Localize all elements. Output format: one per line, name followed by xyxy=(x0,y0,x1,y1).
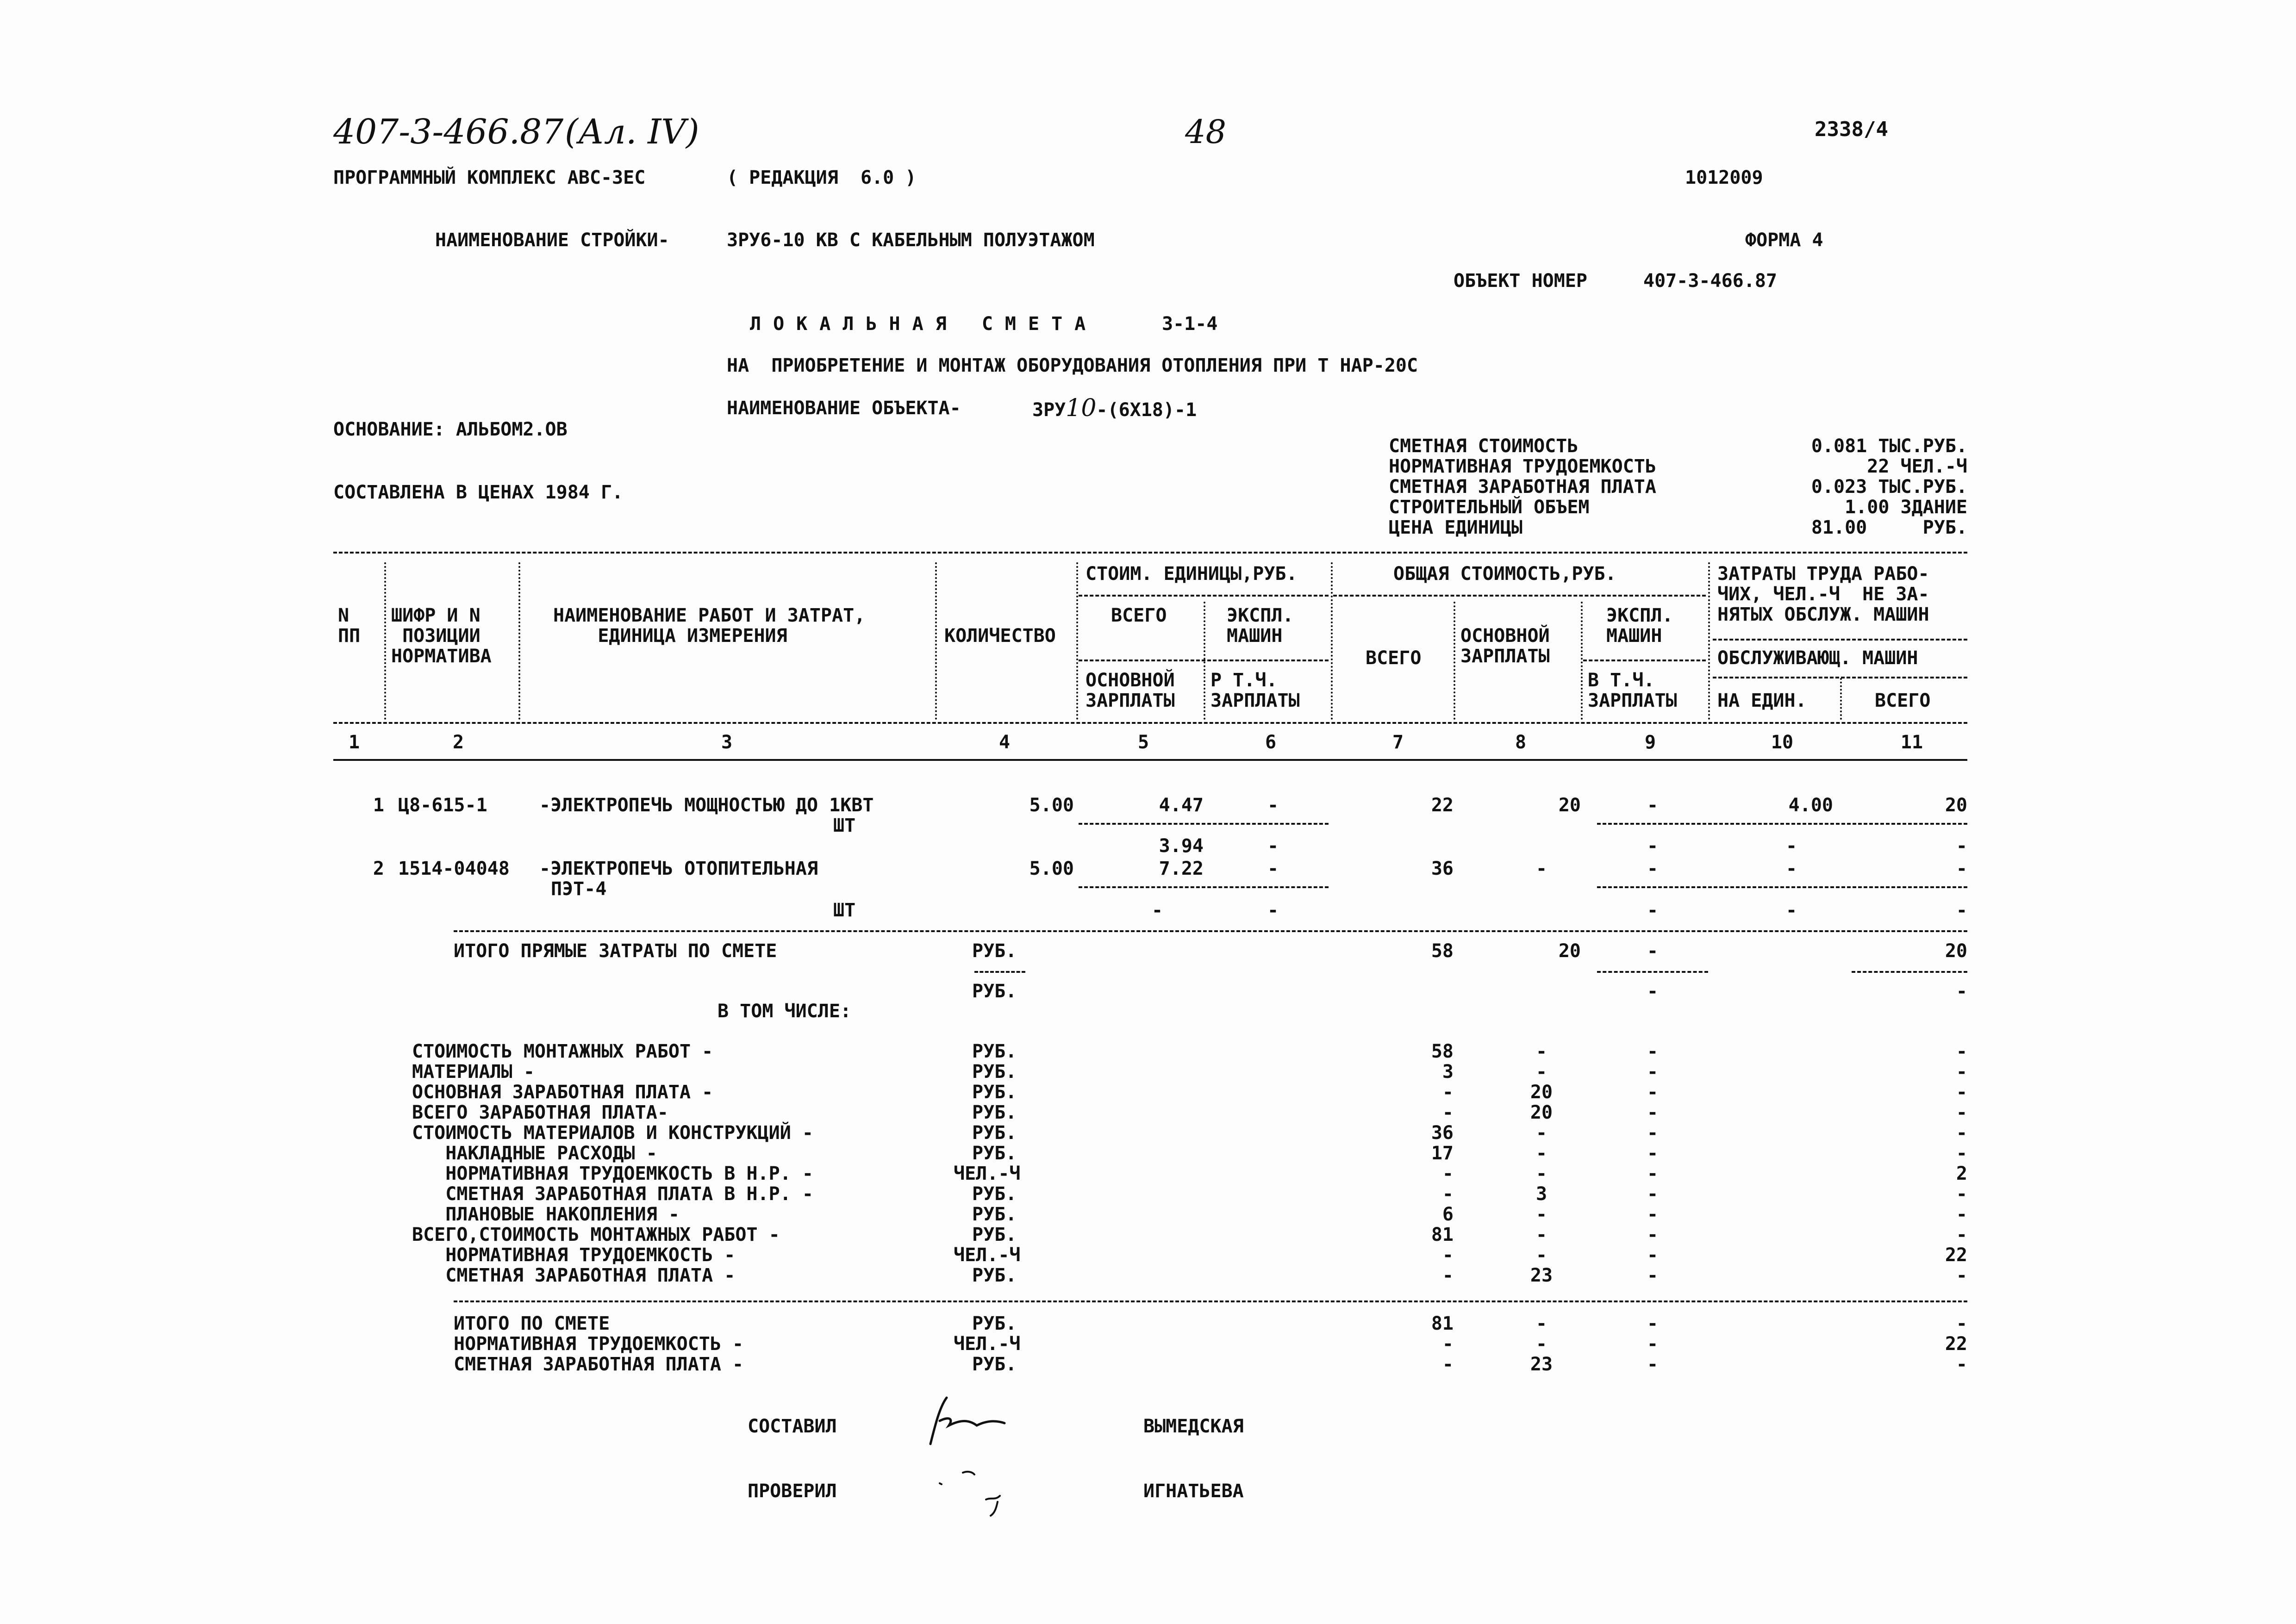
summary-value: 0.081 ТЫС.РУБ. xyxy=(1811,436,1967,457)
sheet-ref: 2338/4 xyxy=(1815,118,1888,141)
breakdown-unit: РУБ. xyxy=(972,1122,1017,1144)
breakdown-unit: РУБ. xyxy=(972,1082,1017,1103)
row-total: 36 xyxy=(1431,858,1454,879)
row-qty: 5.00 xyxy=(1029,858,1074,879)
totals-wage: - xyxy=(1535,1333,1547,1355)
estimate-title: ЛОКАЛЬНАЯ СМЕТА xyxy=(750,313,1098,335)
col-number: 10 xyxy=(1771,732,1794,753)
col-number: 4 xyxy=(998,732,1011,753)
row-labor-total: 20 xyxy=(1945,795,1967,816)
col-number: 1 xyxy=(348,732,360,753)
row-n: 2 xyxy=(373,858,384,879)
estimate-number: 3-1-4 xyxy=(1162,313,1218,335)
summary-value: 0.023 ТЫС.РУБ. xyxy=(1811,476,1967,498)
breakdown-total: - xyxy=(1442,1082,1454,1103)
row-wage: - xyxy=(1535,858,1547,879)
breakdown-labor: - xyxy=(1956,1224,1967,1245)
header-rule xyxy=(1333,595,1706,597)
breakdown-unit: РУБ. xyxy=(972,1102,1017,1123)
row-sub-labor-unit: - xyxy=(1785,835,1797,857)
breakdown-labor: - xyxy=(1956,1265,1967,1286)
row-code: Ц8-615-1 xyxy=(398,795,487,816)
row-sub-unit-total: - xyxy=(1151,900,1163,921)
breakdown-labor: - xyxy=(1956,1061,1967,1083)
row-sub-labor-total: - xyxy=(1956,835,1967,857)
breakdown-wage: - xyxy=(1535,1122,1547,1144)
col-separator xyxy=(1581,602,1583,720)
summary-label: СТРОИТЕЛЬНЫЙ ОБЪЕМ xyxy=(1389,497,1590,518)
breakdown-total: 6 xyxy=(1442,1204,1454,1225)
row-labor-unit: 4.00 xyxy=(1788,795,1833,816)
row-labor-total: - xyxy=(1956,858,1967,879)
row-rule xyxy=(1597,823,1967,825)
checked-name: ИГНАТЬЕВА xyxy=(1143,1481,1244,1502)
object-label: ОБЪЕКТ НОМЕР xyxy=(1454,270,1587,292)
totals-unit: РУБ. xyxy=(972,1313,1017,1334)
row-code: 1514-04048 xyxy=(398,858,510,879)
breakdown-wage: - xyxy=(1535,1061,1547,1083)
breakdown-wage: - xyxy=(1535,1143,1547,1164)
breakdown-labor: - xyxy=(1956,1122,1967,1144)
header-rule xyxy=(1079,660,1329,661)
breakdown-unit: ЧЕЛ.-Ч xyxy=(954,1244,1021,1266)
totals-mach: - xyxy=(1647,1313,1659,1334)
col-header-unit-cost: СТОИМ. ЕДИНИЦЫ,РУБ. xyxy=(1086,563,1298,585)
col-header-code: ШИФР И N ПОЗИЦИИ НОРМАТИВА xyxy=(391,605,492,667)
row-sub-mach: - xyxy=(1647,900,1659,921)
col-number: 7 xyxy=(1392,732,1404,753)
breakdown-label: СМЕТНАЯ ЗАРАБОТНАЯ ПЛАТА - xyxy=(412,1265,736,1286)
direct-labor-2: - xyxy=(1956,981,1967,1002)
doc-code: 1012009 xyxy=(1685,167,1763,188)
breakdown-wage: 3 xyxy=(1535,1183,1547,1205)
handwritten-code: 407-3-466.87 xyxy=(333,112,564,152)
col-header-labor-unit: НА ЕДИН. xyxy=(1717,690,1807,711)
row-name: -ЭЛЕКТРОПЕЧЬ ОТОПИТЕЛЬНАЯ xyxy=(539,858,818,879)
construction-value: ЗРУ6-10 КВ С КАБЕЛЬНЫМ ПОЛУЭТАЖОМ xyxy=(727,230,1095,251)
col-number: 6 xyxy=(1265,732,1277,753)
col-header-total-wage: ОСНОВНОЙ ЗАРПЛАТЫ xyxy=(1460,625,1550,667)
direct-wage: 20 xyxy=(1558,940,1581,962)
object-name-label: НАИМЕНОВАНИЕ ОБЪЕКТА- xyxy=(727,398,961,419)
row-unit-mach: - xyxy=(1267,858,1279,879)
totals-rule xyxy=(454,1300,1967,1302)
breakdown-wage: - xyxy=(1535,1163,1547,1184)
object-value: 407-3-466.87 xyxy=(1643,270,1777,292)
breakdown-total: - xyxy=(1442,1244,1454,1266)
row-sub-mach: - xyxy=(1647,835,1659,857)
header-rule xyxy=(1079,595,1329,597)
col-separator xyxy=(1708,562,1710,720)
breakdown-mach: - xyxy=(1647,1122,1659,1144)
header-rule xyxy=(1713,639,1967,641)
breakdown-labor: - xyxy=(1956,1102,1967,1123)
direct-mach-2: - xyxy=(1647,981,1659,1002)
row-total: 22 xyxy=(1431,795,1454,816)
row-unit-total: 7.22 xyxy=(1159,858,1204,879)
col-separator xyxy=(1076,562,1078,720)
summary-label: НОРМАТИВНАЯ ТРУДОЕМКОСТЬ xyxy=(1389,456,1656,477)
summary-value: 81.00 РУБ. xyxy=(1811,517,1967,538)
row-name: -ЭЛЕКТРОПЕЧЬ МОЩНОСТЬЮ ДО 1КВТ xyxy=(539,795,874,816)
composed-signature xyxy=(921,1393,1014,1449)
row-rule xyxy=(1079,886,1329,888)
checked-label: ПРОВЕРИЛ xyxy=(748,1481,837,1502)
direct-rule xyxy=(974,971,1025,973)
row-sub-unit-mach: - xyxy=(1267,900,1279,921)
breakdown-label: НОРМАТИВНАЯ ТРУДОЕМКОСТЬ - xyxy=(412,1244,736,1266)
breakdown-mach: - xyxy=(1647,1265,1659,1286)
breakdown-unit: РУБ. xyxy=(972,1183,1017,1205)
breakdown-mach: - xyxy=(1647,1244,1659,1266)
row-sub-labor-total: - xyxy=(1956,900,1967,921)
row-mach: - xyxy=(1647,858,1659,879)
breakdown-label: ВСЕГО,СТОИМОСТЬ МОНТАЖНЫХ РАБОТ - xyxy=(412,1224,780,1245)
col-header-total-mach: ЭКСПЛ. МАШИН xyxy=(1606,605,1673,647)
col-header-total-all: ВСЕГО xyxy=(1366,647,1422,669)
col-number: 11 xyxy=(1900,732,1923,753)
breakdown-label: МАТЕРИАЛЫ - xyxy=(412,1061,535,1083)
prices-text: СОСТАВЛЕНА В ЦЕНАХ 1984 Г. xyxy=(333,482,624,503)
direct-label: ИТОГО ПРЯМЫЕ ЗАТРАТЫ ПО СМЕТЕ xyxy=(454,940,777,962)
breakdown-wage: - xyxy=(1535,1204,1547,1225)
direct-rule xyxy=(1852,971,1967,973)
totals-unit: ЧЕЛ.-Ч xyxy=(954,1333,1021,1355)
breakdown-label: НОРМАТИВНАЯ ТРУДОЕМКОСТЬ В Н.Р. - xyxy=(412,1163,813,1184)
breakdown-label: СТОИМОСТЬ МАТЕРИАЛОВ И КОНСТРУКЦИЙ - xyxy=(412,1122,813,1144)
estimate-subtitle: НА ПРИОБРЕТЕНИЕ И МОНТАЖ ОБОРУДОВАНИЯ ОТОПЛЕНИЯ ПРИ Т НАР-20С xyxy=(727,355,1418,376)
breakdown-mach: - xyxy=(1647,1143,1659,1164)
col-separator xyxy=(935,562,937,720)
composed-name: ВЫМЕДСКАЯ xyxy=(1143,1416,1244,1437)
breakdown-label: НАКЛАДНЫЕ РАСХОДЫ - xyxy=(412,1143,657,1164)
col-number: 3 xyxy=(721,732,733,753)
object-name-value: ЗРУ10-(6Х18)-1 xyxy=(1032,394,1197,422)
col-separator xyxy=(1331,562,1333,720)
breakdown-labor: - xyxy=(1956,1082,1967,1103)
breakdown-mach: - xyxy=(1647,1102,1659,1123)
breakdown-unit: РУБ. xyxy=(972,1204,1017,1225)
totals-label: ИТОГО ПО СМЕТЕ xyxy=(454,1313,610,1334)
breakdown-total: - xyxy=(1442,1265,1454,1286)
header-rule xyxy=(1713,677,1967,678)
row-unit-total: 4.47 xyxy=(1159,795,1204,816)
breakdown-wage: - xyxy=(1535,1244,1547,1266)
totals-unit: РУБ. xyxy=(972,1354,1017,1375)
row-unit: ШТ xyxy=(833,815,856,836)
col-header-total-cost: ОБЩАЯ СТОИМОСТЬ,РУБ. xyxy=(1393,563,1616,585)
breakdown-mach: - xyxy=(1647,1183,1659,1205)
breakdown-label: СМЕТНАЯ ЗАРАБОТНАЯ ПЛАТА В Н.Р. - xyxy=(412,1183,813,1205)
breakdown-unit: РУБ. xyxy=(972,1041,1017,1062)
breakdown-total: 81 xyxy=(1431,1224,1454,1245)
col-separator xyxy=(384,562,386,720)
col-header-qty: КОЛИЧЕСТВО xyxy=(944,625,1056,647)
row-rule xyxy=(1597,886,1967,888)
page-number: 48 xyxy=(1185,113,1227,151)
header-bottom-rule xyxy=(333,722,1967,724)
direct-total: 58 xyxy=(1431,940,1454,962)
totals-label: СМЕТНАЯ ЗАРАБОТНАЯ ПЛАТА - xyxy=(454,1354,744,1375)
breakdown-mach: - xyxy=(1647,1041,1659,1062)
row-labor-unit: - xyxy=(1785,858,1797,879)
totals-total: 81 xyxy=(1431,1313,1454,1334)
row-qty: 5.00 xyxy=(1029,795,1074,816)
breakdown-labor: 22 xyxy=(1945,1244,1967,1266)
header-rule xyxy=(1583,660,1706,661)
breakdown-total: 36 xyxy=(1431,1122,1454,1144)
col-separator xyxy=(518,562,520,720)
row-wage: 20 xyxy=(1558,795,1581,816)
col-header-labor: ЗАТРАТЫ ТРУДА РАБО- ЧИХ, ЧЕЛ.-Ч НЕ ЗА- НЯТЫХ ОБСЛУЖ. МАШИН xyxy=(1717,563,1929,625)
breakdown-unit: РУБ. xyxy=(972,1224,1017,1245)
col-header-labor-total: ВСЕГО xyxy=(1875,690,1931,711)
program-name: ПРОГРАММНЫЙ КОМПЛЕКС АВС-ЗЕС xyxy=(333,167,646,188)
breakdown-wage: - xyxy=(1535,1041,1547,1062)
table-top-rule xyxy=(333,552,1967,554)
col-number: 9 xyxy=(1644,732,1656,753)
col-header-n: N ПП xyxy=(338,605,361,647)
row-mach: - xyxy=(1647,795,1659,816)
breakdown-wage: - xyxy=(1535,1224,1547,1245)
form-number: ФОРМА 4 xyxy=(1745,230,1823,251)
summary-value: 22 ЧЕЛ.-Ч xyxy=(1867,456,1967,477)
col-separator xyxy=(1454,602,1455,720)
breakdown-mach: - xyxy=(1647,1061,1659,1083)
breakdown-total: - xyxy=(1442,1183,1454,1205)
breakdown-labor: - xyxy=(1956,1143,1967,1164)
breakdown-total: 3 xyxy=(1442,1061,1454,1083)
breakdown-label: ВСЕГО ЗАРАБОТНАЯ ПЛАТА- xyxy=(412,1102,668,1123)
totals-wage: 23 xyxy=(1530,1354,1553,1375)
totals-mach: - xyxy=(1647,1333,1659,1355)
summary-value: 1.00 ЗДАНИЕ xyxy=(1845,497,1967,518)
totals-wage: - xyxy=(1535,1313,1547,1334)
summary-label: ЦЕНА ЕДИНИЦЫ xyxy=(1389,517,1522,538)
section-rule xyxy=(454,930,1967,932)
breakdown-wage: 23 xyxy=(1530,1265,1553,1286)
totals-total: - xyxy=(1442,1333,1454,1355)
col-header-name: НАИМЕНОВАНИЕ РАБОТ И ЗАТРАТ, ЕДИНИЦА ИЗМЕРЕНИЯ xyxy=(553,605,866,647)
checked-signature xyxy=(935,1467,1014,1518)
row-sub-labor-unit: - xyxy=(1785,900,1797,921)
summary-label: СМЕТНАЯ СТОИМОСТЬ xyxy=(1389,436,1578,457)
breakdown-mach: - xyxy=(1647,1224,1659,1245)
breakdown-unit: РУБ. xyxy=(972,1265,1017,1286)
breakdown-total: 58 xyxy=(1431,1041,1454,1062)
row-rule xyxy=(1079,823,1329,825)
col-number: 5 xyxy=(1137,732,1149,753)
totals-total: - xyxy=(1442,1354,1454,1375)
breakdown-label: СТОИМОСТЬ МОНТАЖНЫХ РАБОТ - xyxy=(412,1041,713,1062)
row-sub-unit-total: 3.94 xyxy=(1159,835,1204,857)
breakdown-unit: РУБ. xyxy=(972,1143,1017,1164)
col-number: 8 xyxy=(1515,732,1527,753)
col-header-unit-mach: ЭКСПЛ. МАШИН xyxy=(1227,605,1294,647)
totals-mach: - xyxy=(1647,1354,1659,1375)
col-header-unit-mach-wage: Р Т.Ч. ЗАРПЛАТЫ xyxy=(1210,670,1300,711)
row-sub-unit-mach: - xyxy=(1267,835,1279,857)
basis-text: ОСНОВАНИЕ: АЛЬБОМ2.ОВ xyxy=(333,419,568,440)
row-unit-mach: - xyxy=(1267,795,1279,816)
breakdown-total: 17 xyxy=(1431,1143,1454,1164)
row-n: 1 xyxy=(373,795,384,816)
composed-label: СОСТАВИЛ xyxy=(748,1416,837,1437)
direct-mach: - xyxy=(1647,940,1659,962)
col-number: 2 xyxy=(452,732,464,753)
col-separator xyxy=(1840,678,1842,720)
totals-labor: - xyxy=(1956,1313,1967,1334)
breakdown-mach: - xyxy=(1647,1163,1659,1184)
including-label: В ТОМ ЧИСЛЕ: xyxy=(718,1001,851,1022)
direct-unit-2: РУБ. xyxy=(972,981,1017,1002)
breakdown-labor: - xyxy=(1956,1183,1967,1205)
breakdown-mach: - xyxy=(1647,1204,1659,1225)
breakdown-total: - xyxy=(1442,1163,1454,1184)
breakdown-mach: - xyxy=(1647,1082,1659,1103)
breakdown-unit: РУБ. xyxy=(972,1061,1017,1083)
breakdown-total: - xyxy=(1442,1102,1454,1123)
handwritten-album: (Ал. IV) xyxy=(565,112,699,152)
breakdown-labor: 2 xyxy=(1956,1163,1967,1184)
numbers-rule xyxy=(333,759,1967,761)
totals-label: НОРМАТИВНАЯ ТРУДОЕМКОСТЬ - xyxy=(454,1333,744,1355)
breakdown-labor: - xyxy=(1956,1204,1967,1225)
col-header-labor-mach: ОБСЛУЖИВАЮЩ. МАШИН xyxy=(1717,647,1918,669)
breakdown-wage: 20 xyxy=(1530,1102,1553,1123)
breakdown-label: ПЛАНОВЫЕ НАКОПЛЕНИЯ - xyxy=(412,1204,680,1225)
row-name-cont: ПЭТ-4 xyxy=(551,878,607,900)
col-header-total-mach-wage: В Т.Ч. ЗАРПЛАТЫ xyxy=(1588,670,1677,711)
breakdown-wage: 20 xyxy=(1530,1082,1553,1103)
totals-labor: 22 xyxy=(1945,1333,1967,1355)
program-edition: ( РЕДАКЦИЯ 6.0 ) xyxy=(727,167,917,188)
col-header-unit-wage: ОСНОВНОЙ ЗАРПЛАТЫ xyxy=(1086,670,1175,711)
direct-labor: 20 xyxy=(1945,940,1967,962)
breakdown-label: ОСНОВНАЯ ЗАРАБОТНАЯ ПЛАТА - xyxy=(412,1082,713,1103)
col-header-unit-total: ВСЕГО xyxy=(1111,605,1167,626)
breakdown-unit: ЧЕЛ.-Ч xyxy=(954,1163,1021,1184)
totals-labor: - xyxy=(1956,1354,1967,1375)
direct-unit: РУБ. xyxy=(972,940,1017,962)
construction-label: НАИМЕНОВАНИЕ СТРОЙКИ- xyxy=(435,230,669,251)
breakdown-labor: - xyxy=(1956,1041,1967,1062)
summary-label: СМЕТНАЯ ЗАРАБОТНАЯ ПЛАТА xyxy=(1389,476,1656,498)
row-unit: ШТ xyxy=(833,900,856,921)
direct-rule xyxy=(1597,971,1708,973)
